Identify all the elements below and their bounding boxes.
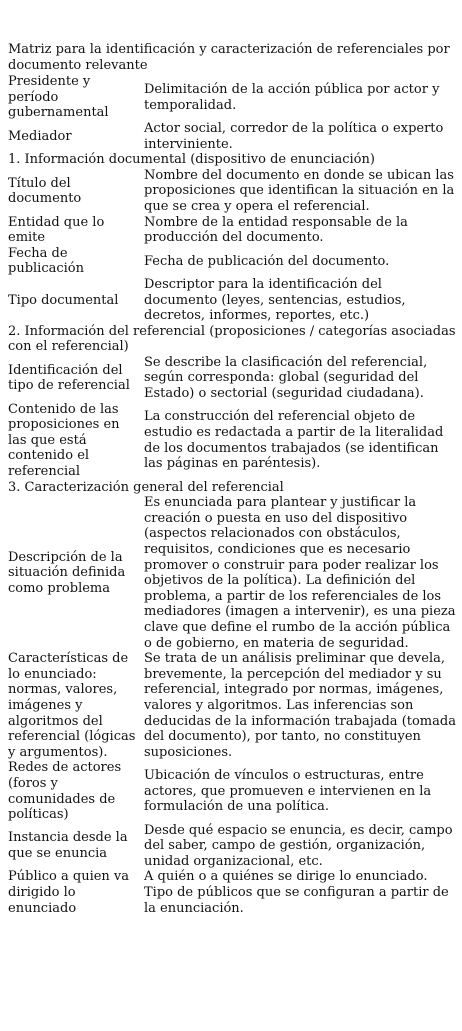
table-row xyxy=(8,246,456,277)
row-description: Desde qué espacio se enuncia, es decir, campo del saber, campo de gestión, organización, unidad organizacional, etc. xyxy=(144,822,453,869)
row-label: Contenido de las proposiciones en las que está contenido el referencial xyxy=(8,401,120,480)
referential-matrix-table xyxy=(8,74,456,916)
row-label: Público a quien va dirigido lo enunciado xyxy=(8,869,130,916)
row-description: Descriptor para la identificación del documento (leyes, sentencias, estudios, decretos, informes, reportes, etc.) xyxy=(144,276,406,324)
row-description: Actor social, corredor de la política o experto interviniente. xyxy=(144,120,444,152)
section-heading: 3. Caracterización general del referencial xyxy=(8,479,284,495)
row-description: Se describe la clasificación del referencial, según corresponda: global (seguridad del Estado) o sectorial (seguridad ciudadana). xyxy=(144,354,428,402)
row-description: Nombre de la entidad responsable de la producción del documento. xyxy=(144,214,408,246)
row-label: Tipo documental xyxy=(8,292,119,308)
row-label: Entidad que lo emite xyxy=(8,214,105,246)
row-label: Presidente y período gubernamental xyxy=(8,74,109,121)
section-heading-row xyxy=(8,324,456,355)
table-row xyxy=(8,869,456,916)
table-row xyxy=(8,355,456,402)
table-row xyxy=(8,495,456,651)
table-row xyxy=(8,823,456,870)
row-description: A quién o a quiénes se dirige lo enunciado. Tipo de públicos que se configuran a partir de la enunciación. xyxy=(144,869,449,916)
row-description: Es enunciada para plantear y justificar la creación o puesta en uso del dispositivo (aspectos relacionados con obstáculos, requisitos, condiciones que es necesario promover o construir para poder realizar los objetivos de la política). La definición del problema, a partir de los referenciales de los mediadores (imagen a intervenir), es una pieza clave que define el rumbo de la acción pública o de gobierno, en materia de seguridad. xyxy=(144,495,456,651)
row-label: Mediador xyxy=(8,128,72,144)
row-description: Se trata de un análisis preliminar que devela, brevemente, la percepción del mediador y su referencial, integrado por normas, imágenes, valores y algoritmos. Las inferencias son deducidas de la información trabajada (tomada del documento), por tanto, no constituyen suposiciones. xyxy=(144,651,456,760)
row-label: Instancia desde la que se enuncia xyxy=(8,830,128,862)
row-description: Delimitación de la acción pública por actor y temporalidad. xyxy=(144,81,440,113)
table-row xyxy=(8,277,456,324)
row-label: Fecha de publicación xyxy=(8,245,85,277)
row-label: Redes de actores (foros y comunidades de políticas) xyxy=(8,760,122,823)
row-description: La construcción del referencial objeto de estudio es redactada a partir de la literalidad de los documentos trabajados (se identifican las páginas en paréntesis). xyxy=(144,409,444,472)
row-label: Título del documento xyxy=(8,175,82,207)
table-row xyxy=(8,74,456,121)
row-description: Ubicación de vínculos o estructuras, entre actores, que promueven e intervienen en la formulación de una política. xyxy=(144,768,432,815)
row-label: Características de lo enunciado: normas, valores, imágenes y algoritmos del referencial (lógicas y argumentos). xyxy=(8,651,136,760)
row-label: Descripción de la situación definida como problema xyxy=(8,549,126,596)
row-description: Fecha de publicación del documento. xyxy=(144,253,390,269)
table-row xyxy=(8,760,456,822)
table-row xyxy=(8,215,456,246)
table-title: Matriz para la identificación y caracterización de referenciales por documento relevante xyxy=(8,42,450,73)
section-heading: 1. Información documental (dispositivo de enunciación) xyxy=(8,152,375,168)
table-row xyxy=(8,651,456,760)
row-description: Nombre del documento en donde se ubican las proposiciones que identifican la situación en la que se crea y opera el referencial. xyxy=(144,167,455,214)
section-heading: 2. Información del referencial (proposiciones / categorías asociadas con el referencial) xyxy=(8,323,456,355)
matrix-body xyxy=(8,74,456,916)
section-heading-row xyxy=(8,480,456,496)
table-row xyxy=(8,121,456,152)
row-label: Identificación del tipo de referencial xyxy=(8,362,130,394)
table-row xyxy=(8,402,456,480)
section-heading-row xyxy=(8,152,456,168)
table-row xyxy=(8,168,456,215)
